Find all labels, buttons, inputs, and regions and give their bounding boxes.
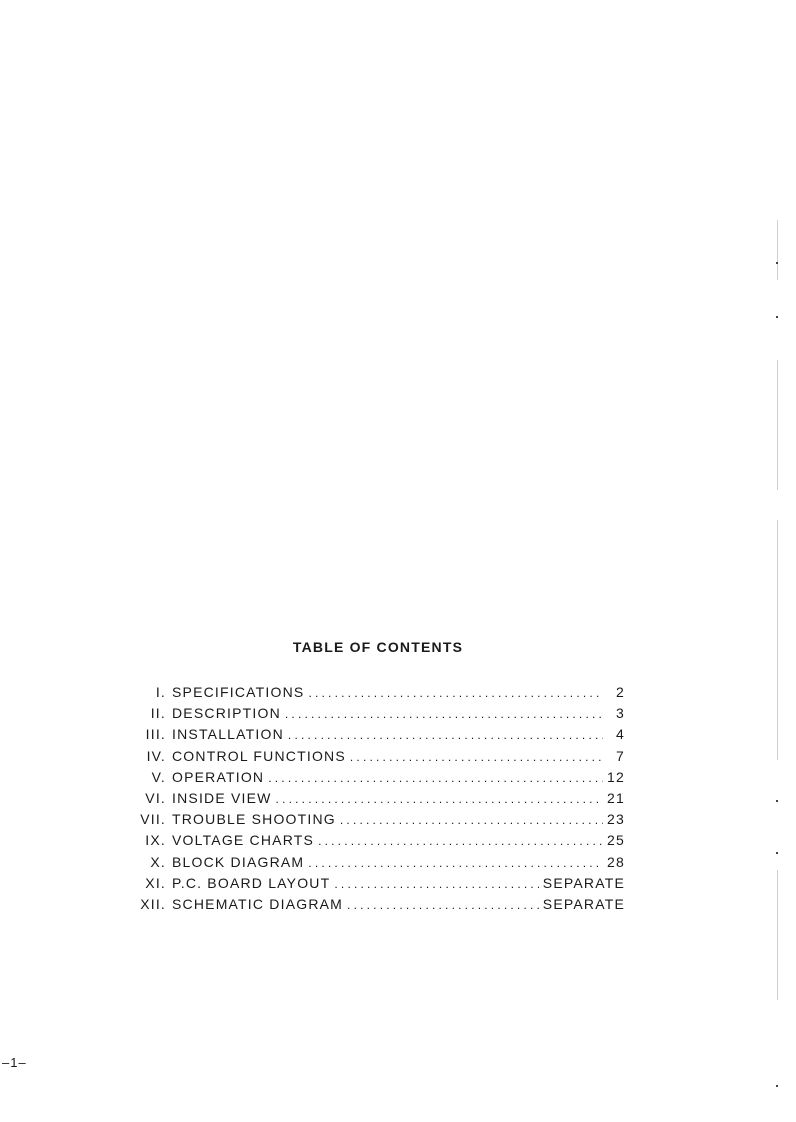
toc-entry-page: 21 — [607, 789, 625, 806]
toc-entry-label: INSIDE VIEW — [172, 789, 272, 806]
toc-entry-label: INSTALLATION — [172, 726, 284, 743]
toc-entry-label: VOLTAGE CHARTS — [172, 832, 315, 849]
scan-edge-line — [777, 520, 778, 760]
toc-entry-page: 25 — [607, 832, 625, 849]
toc-entry-label: SPECIFICATIONS — [172, 684, 305, 700]
toc-entry — [120, 788, 625, 809]
dot-leader — [340, 810, 603, 831]
page-number: –1– — [2, 1055, 27, 1070]
scan-edge-line — [777, 360, 778, 490]
dot-leader — [288, 725, 603, 746]
scan-speck — [776, 1085, 778, 1087]
dot-leader — [276, 789, 603, 810]
toc-entry-label: BLOCK DIAGRAM — [172, 853, 305, 870]
dot-leader — [350, 747, 603, 768]
dot-leader — [308, 683, 603, 704]
toc-entry — [120, 724, 625, 745]
dot-leader — [268, 768, 603, 789]
toc-entry-label: DESCRIPTION — [172, 705, 281, 722]
scan-edge-line — [777, 220, 778, 280]
dot-leader — [308, 853, 603, 874]
toc-entry-number: VI. — [145, 789, 166, 806]
toc-entry — [120, 830, 625, 851]
toc-title: TABLE OF CONTENTS — [292, 639, 464, 655]
dot-leader — [334, 874, 538, 895]
toc-entry-number: XI. — [145, 874, 166, 891]
toc-entry-page: 7 — [616, 747, 625, 764]
toc-list — [120, 682, 625, 915]
toc-entry-number: XII. — [140, 895, 166, 912]
toc-entry-number: II. — [150, 705, 166, 722]
scan-edge-line — [777, 870, 778, 1000]
toc-entry-page: 23 — [607, 811, 625, 828]
toc-entry-number: III. — [145, 726, 166, 743]
dot-leader — [318, 831, 603, 852]
toc-entry-number: V. — [151, 768, 166, 785]
dot-leader — [347, 895, 539, 916]
scan-speck — [776, 316, 778, 318]
dot-leader — [285, 704, 603, 725]
toc-entry-number: IV. — [146, 747, 166, 764]
toc-entry-page: SEPARATE — [542, 874, 625, 891]
scan-speck — [776, 852, 778, 854]
toc-entry — [120, 809, 625, 830]
toc-entry-label: TROUBLE SHOOTING — [172, 811, 336, 828]
toc-entry — [120, 682, 625, 703]
toc-entry-page: SEPARATE — [542, 895, 625, 912]
toc-entry-page: 3 — [616, 705, 625, 722]
toc-entry-number: I. — [155, 684, 166, 700]
toc-entry-page: 2 — [616, 684, 625, 700]
toc-entry — [120, 703, 625, 724]
toc-entry — [120, 873, 625, 894]
toc-entry-number: VII. — [140, 811, 166, 828]
toc-entry — [120, 894, 625, 915]
toc-entry — [120, 746, 625, 767]
toc-entry-page: 28 — [607, 853, 625, 870]
toc-entry — [120, 852, 625, 873]
scan-speck — [776, 800, 778, 802]
toc-entry-label: SCHEMATIC DIAGRAM — [172, 895, 344, 912]
toc-entry-label: P.C. BOARD LAYOUT — [172, 874, 331, 891]
toc-entry-page: 12 — [607, 768, 625, 785]
scan-speck — [776, 262, 778, 264]
toc-entry-label: OPERATION — [172, 768, 265, 785]
toc-entry-page: 4 — [616, 726, 625, 743]
toc-entry-number: X. — [150, 853, 166, 870]
toc-entry-number: IX. — [145, 832, 166, 849]
toc-entry — [120, 767, 625, 788]
toc-entry-label: CONTROL FUNCTIONS — [172, 747, 346, 764]
